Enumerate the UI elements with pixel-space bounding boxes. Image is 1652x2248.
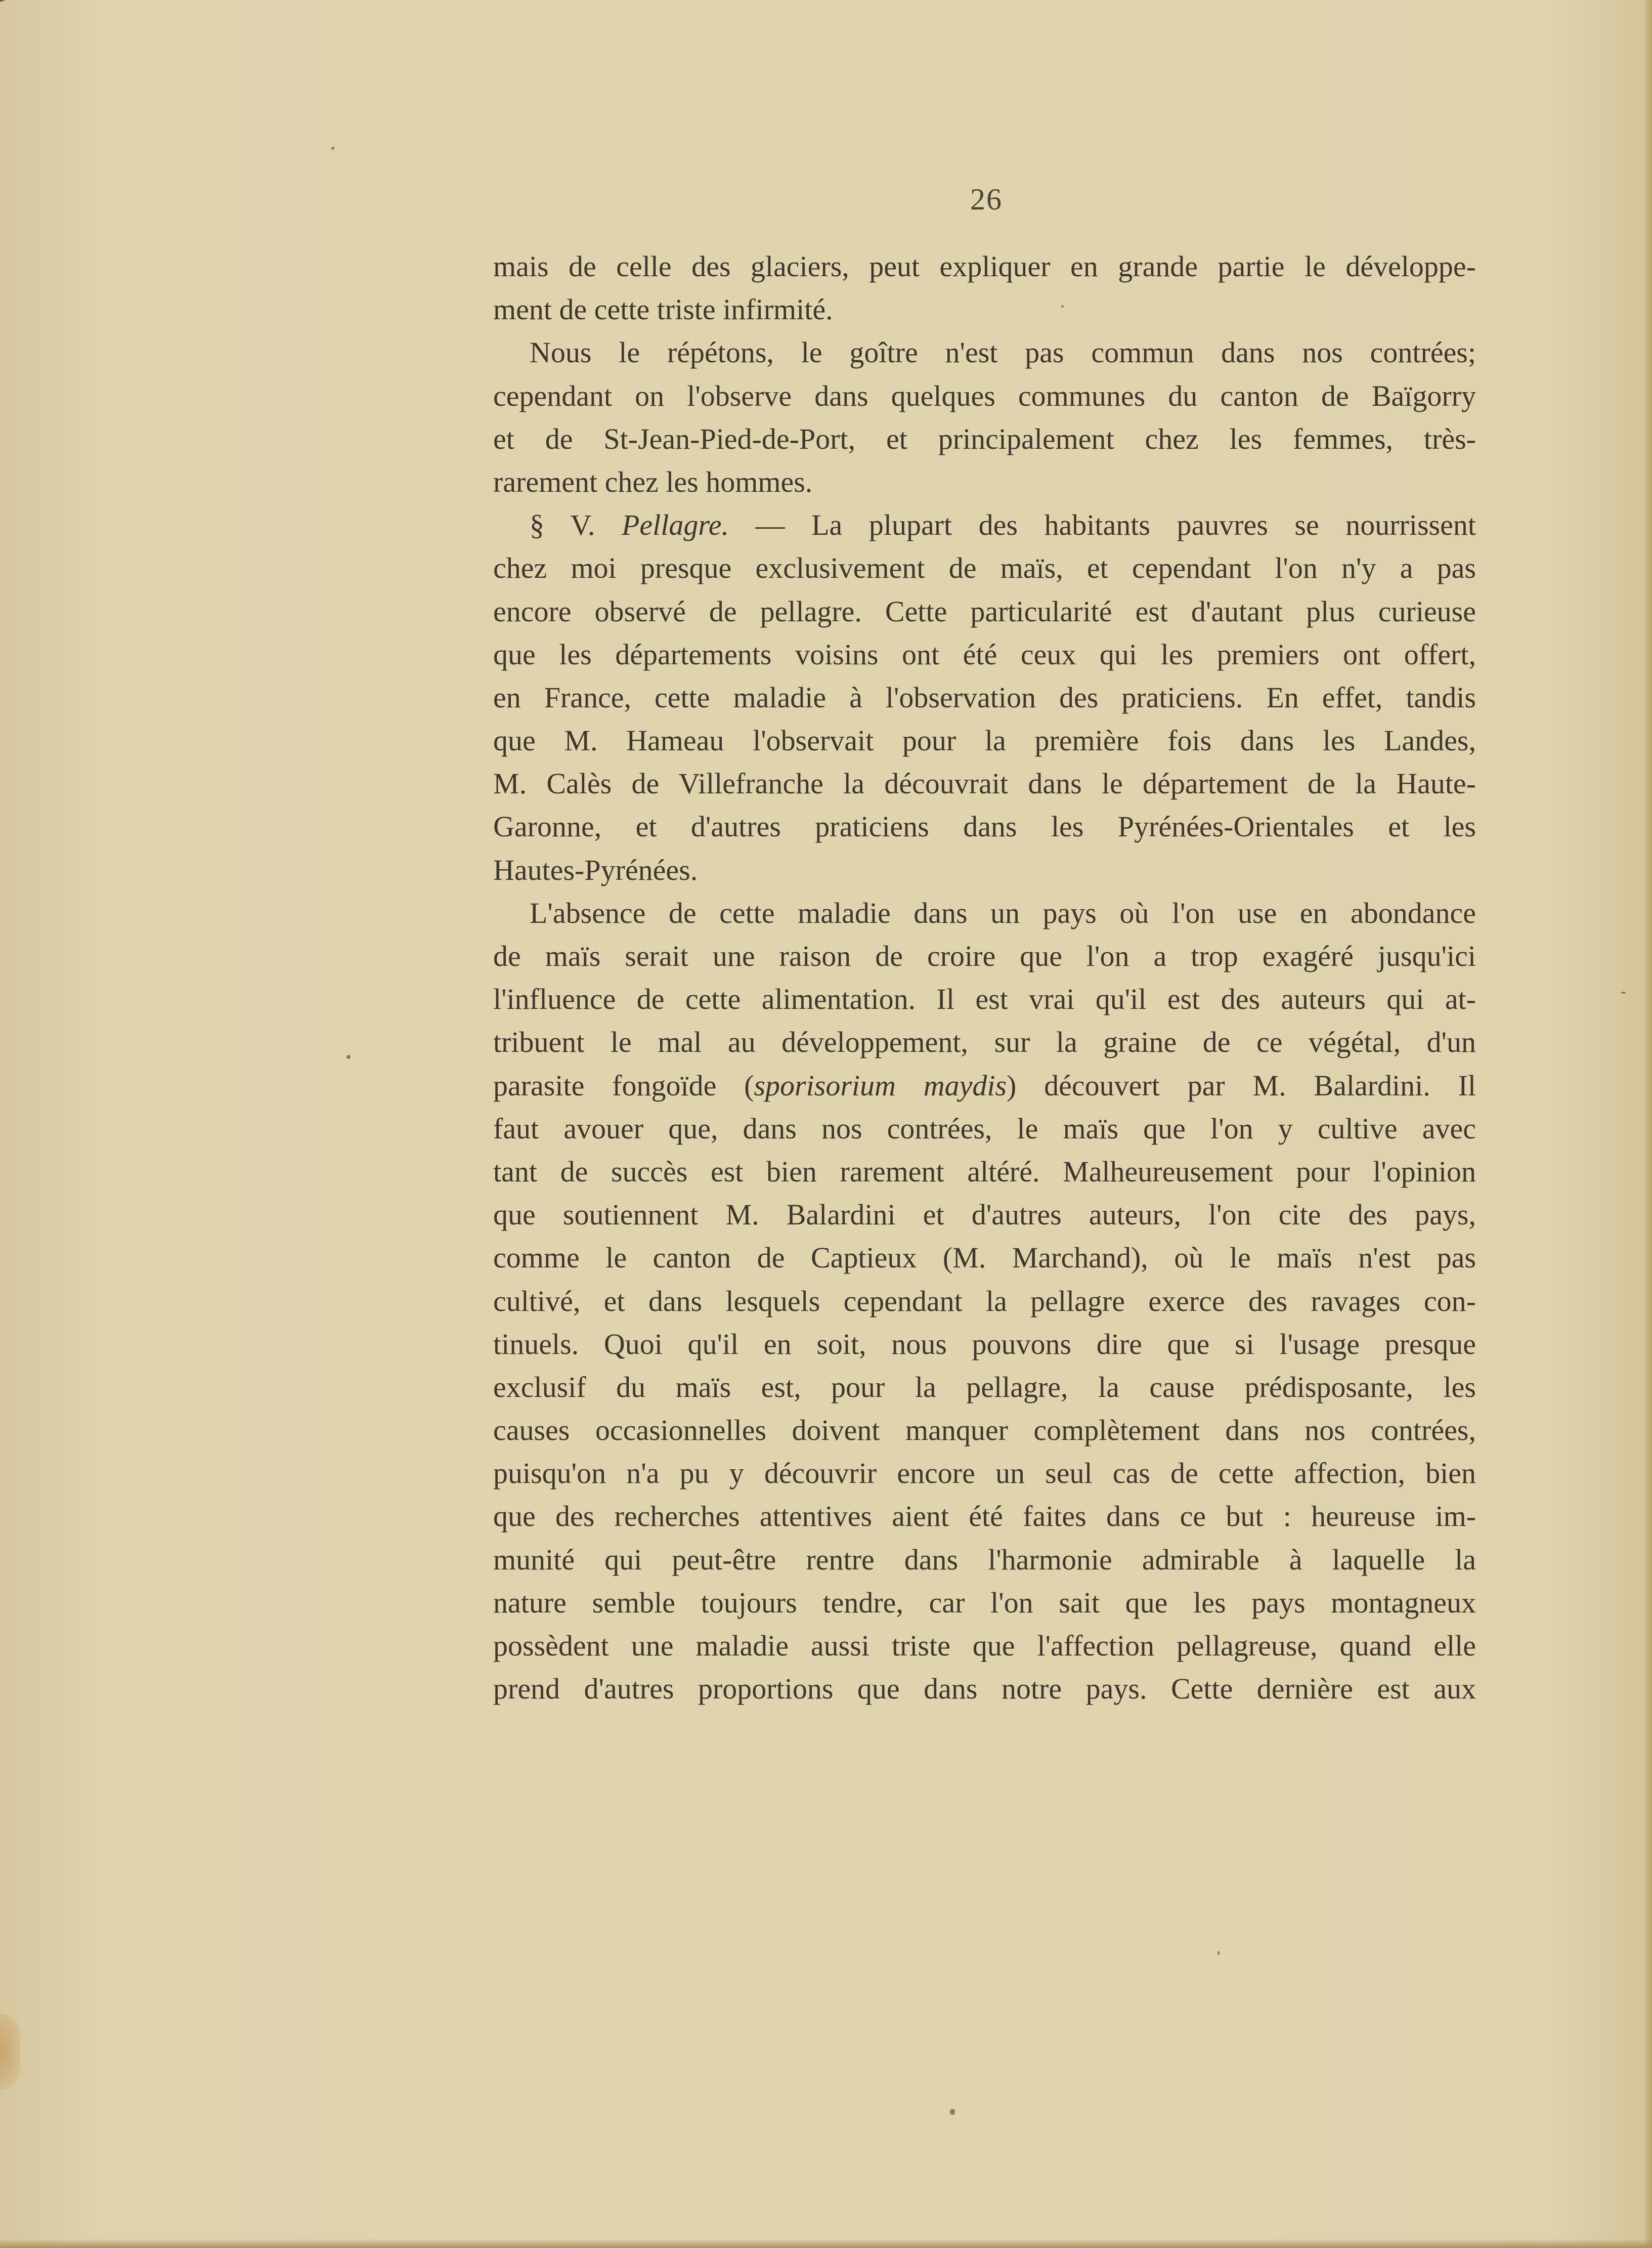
text-line: exclusif du maïs est, pour la pellagre, la cause prédisposante, les (493, 1370, 1476, 1404)
text-line: nature semble toujours tendre, car l'on sait que les pays montagneux (493, 1586, 1476, 1619)
text-line: ment de cette triste infirmité. (493, 293, 833, 326)
text-line: L'absence de cette maladie dans un pays où l'on use en abondance (530, 896, 1476, 929)
text-line: Garonne, et d'autres praticiens dans les Pyrénées-Orientales et les (493, 810, 1476, 843)
text-line: munité qui peut-être rentre dans l'harmonie admirable à laquelle la (493, 1543, 1476, 1576)
corner-mark (0, 0, 8, 14)
page-edge-right (1644, 0, 1652, 2248)
text-line: M. Calès de Villefranche la découvrait dans le département de la Haute- (493, 767, 1476, 800)
text-line: que M. Hameau l'observait pour la première fois dans les Landes, (493, 724, 1476, 757)
ink-speck (1218, 1951, 1220, 1955)
text-line: possèdent une maladie aussi triste que l'affection pellagreuse, quand elle (493, 1629, 1476, 1662)
text-line: faut avouer que, dans nos contrées, le maïs que l'on y cultive avec (493, 1112, 1476, 1145)
text-line: de maïs serait une raison de croire que l'on a trop exagéré jusqu'ici (493, 940, 1476, 972)
text-line: mais de celle des glaciers, peut expliquer en grande partie le développe- (493, 250, 1476, 283)
text-line: en France, cette maladie à l'observation des praticiens. En effet, tandis (493, 681, 1476, 714)
ink-speck (950, 2109, 955, 2115)
paper-stain (0, 2014, 20, 2090)
species-line: parasite fongoïde (sporisorium maydis) découvert par M. Balardini. Il (493, 1069, 1476, 1102)
text-line: que des recherches attentives aient été faites dans ce but : heureuse im- (493, 1500, 1476, 1533)
page-edge-bottom (0, 2239, 1652, 2248)
text-line: cependant on l'observe dans quelques communes du canton de Baïgorry (493, 379, 1476, 412)
text-line: tribuent le mal au développement, sur la graine de ce végétal, d'un (493, 1026, 1476, 1059)
page-number: 26 (970, 183, 1003, 216)
ink-speck (346, 1055, 351, 1059)
section-heading-line: § V. Pellagre. — La plupart des habitants pauvres se nourrissent (530, 508, 1476, 542)
text-line: et de St-Jean-Pied-de-Port, et principalement chez les femmes, très- (493, 422, 1476, 455)
text-line: l'influence de cette alimentation. Il est vrai qu'il est des auteurs qui at- (493, 983, 1476, 1016)
section-title: Pellagre. (621, 508, 729, 542)
text-line: causes occasionnelles doivent manquer complètement dans nos contrées, (493, 1414, 1476, 1447)
text-line: Hautes-Pyrénées. (493, 853, 698, 886)
text-line: prend d'autres proportions que dans notre pays. Cette dernière est aux (493, 1672, 1476, 1706)
text-line: chez moi presque exclusivement de maïs, et cependant l'on n'y a pas (493, 552, 1476, 585)
ink-speck (331, 147, 334, 150)
text-line: que les départements voisins ont été ceux qui les premiers ont offert, (493, 638, 1476, 671)
species-name: sporisorium maydis (754, 1069, 1007, 1102)
text-line: tinuels. Quoi qu'il en soit, nous pouvons dire que si l'usage presque (493, 1327, 1476, 1361)
text-line: Nous le répétons, le goître n'est pas commun dans nos contrées; (530, 336, 1476, 369)
ink-speck (1621, 992, 1626, 994)
text-line: comme le canton de Captieux (M. Marchand), où le maïs n'est pas (493, 1241, 1476, 1275)
text-line: rarement chez les hommes. (493, 465, 813, 498)
text-line: cultivé, et dans lesquels cependant la pellagre exerce des ravages con- (493, 1284, 1476, 1318)
text-line: puisqu'on n'a pu y découvrir encore un seul cas de cette affection, bien (493, 1457, 1476, 1490)
text-line: encore observé de pellagre. Cette particularité est d'autant plus curieuse (493, 595, 1476, 628)
text-line: tant de succès est bien rarement altéré. Malheureusement pour l'opinion (493, 1155, 1476, 1188)
body-text (493, 245, 1476, 1710)
text-line: que soutiennent M. Balardini et d'autres auteurs, l'on cite des pays, (493, 1198, 1476, 1232)
